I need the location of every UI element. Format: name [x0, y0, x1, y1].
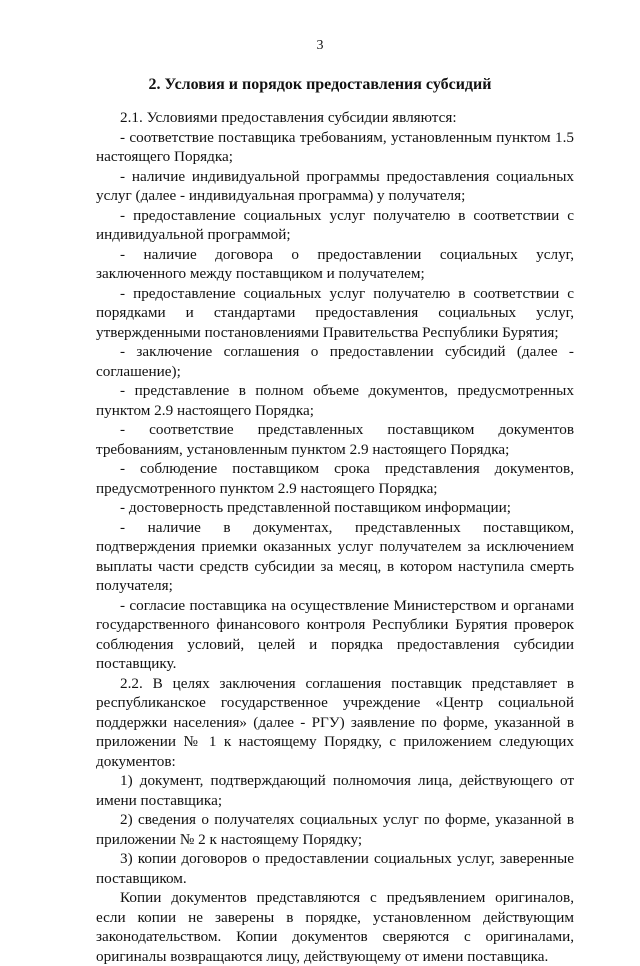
condition-acceptance: - наличие в документах, представленных поставщиком, подтверждения приемки оказанных услуг получателем за исключением выплаты части средств субсидии за месяц, в котором наступила смерть получателя;: [96, 518, 574, 594]
condition-supplier-compliance: - соответствие поставщика требованиям, установленным пунктом 1.5 настоящего Порядка;: [96, 128, 574, 165]
condition-standards: - предоставление социальных услуг получателю в соответствии с порядками и стандартами предоставления социальных услуг, утвержденными постановлениями Правительства Республики Бурятия;: [96, 284, 574, 341]
document-body: [96, 108, 574, 966]
paragraph-2-1-intro: 2.1. Условиями предоставления субсидии являются:: [120, 109, 457, 126]
paragraph-copies: Копии документов представляются с предъявлением оригиналов, если копии не заверены в порядке, установленном действующим законодательством. Копии документов сверяются с оригиналами, оригиналы возвращаются лицу, действующему от имени поставщика.: [96, 889, 574, 965]
document-item-1: 1) документ, подтверждающий полномочия лица, действующего от имени поставщика;: [96, 772, 574, 809]
condition-contract: - наличие договора о предоставлении социальных услуг, заключенного между поставщиком и получателем;: [96, 245, 574, 282]
condition-reliability: - достоверность представленной поставщиком информации;: [120, 499, 511, 516]
condition-documents-full: - представление в полном объеме документов, предусмотренных пунктом 2.9 настоящего Порядка;: [96, 382, 574, 419]
document-item-3: 3) копии договоров о предоставлении социальных услуг, заверенные поставщиком.: [96, 850, 574, 887]
document-item-2: 2) сведения о получателях социальных услуг по форме, указанной в приложении № 2 к настоящему Порядку;: [96, 811, 574, 848]
condition-agreement: - заключение соглашения о предоставлении субсидий (далее - соглашение);: [96, 343, 574, 380]
page-number: 3: [316, 38, 324, 53]
condition-deadline: - соблюдение поставщиком срока представления документов, предусмотренного пунктом 2.9 настоящего Порядка;: [96, 460, 574, 497]
condition-individual-program: - наличие индивидуальной программы предоставления социальных услуг (далее - индивидуальная программа) у получателя;: [96, 167, 574, 204]
paragraph-2-2: 2.2. В целях заключения соглашения поставщик представляет в республиканское государственное учреждение «Центр социальной поддержки населения» (далее - РГУ) заявление по форме, указанной в приложении № 1 к настоящему Порядку, с приложением следующих документов:: [96, 674, 574, 770]
section-heading: 2. Условия и порядок предоставления субсидий: [148, 76, 492, 93]
condition-documents-requirements: - соответствие представленных поставщиком документов требованиям, установленным пунктом 2.9 настоящего Порядка;: [96, 421, 574, 458]
condition-services-per-program: - предоставление социальных услуг получателю в соответствии с индивидуальной программой;: [96, 206, 574, 243]
condition-consent: - согласие поставщика на осуществление Министерством и органами государственного финансового контроля Республики Бурятия проверок соблюдения условий, целей и порядка предоставления субсидии поставщику.: [96, 596, 574, 672]
